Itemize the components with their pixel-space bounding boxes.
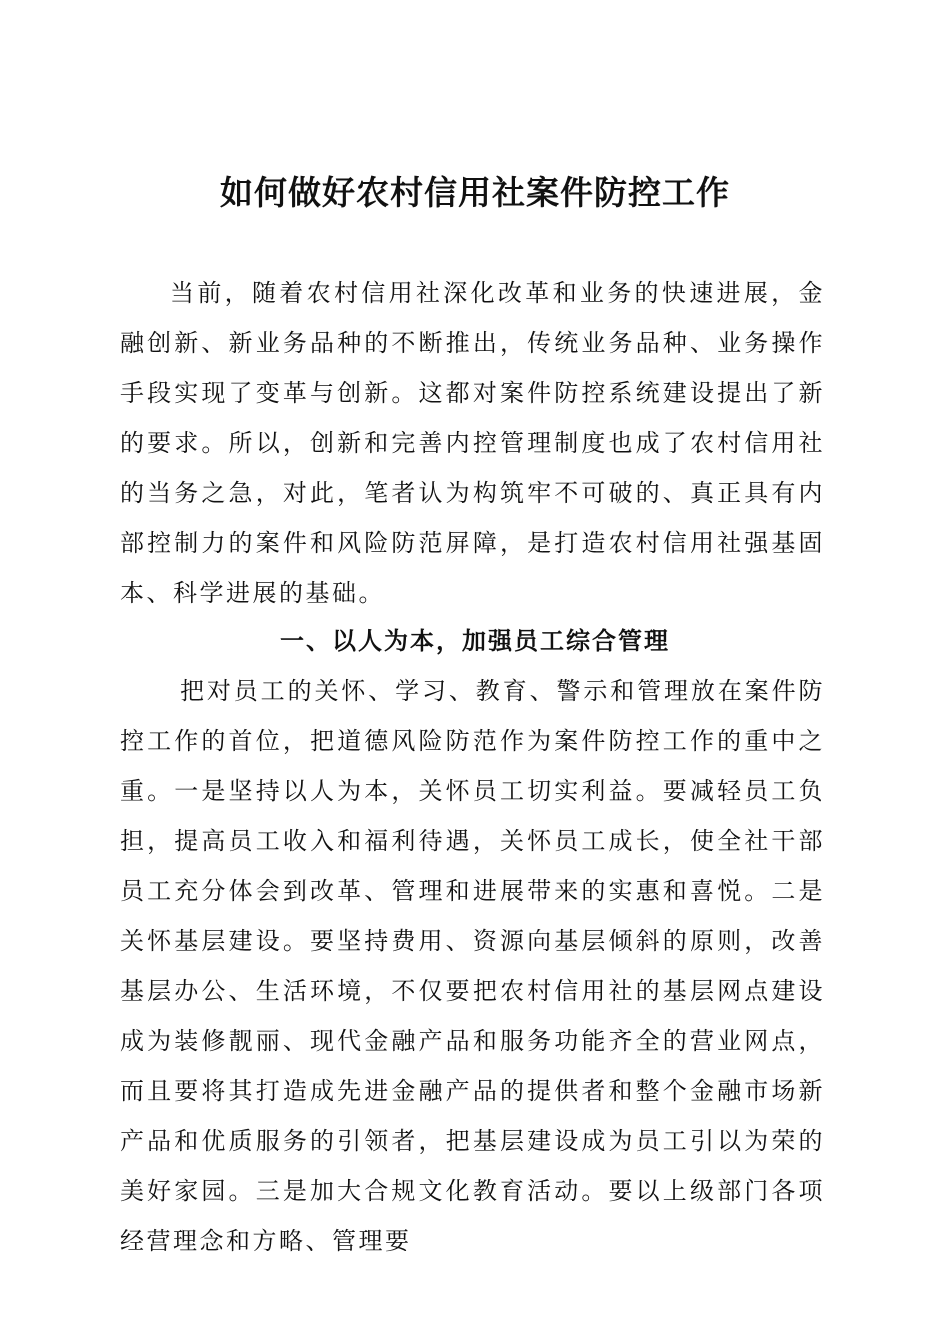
document-title: 如何做好农村信用社案件防控工作: [220, 173, 730, 212]
intro-paragraph: 当前，随着农村信用社深化改革和业务的快速进展，金融创新、新业务品种的不断推出，传统业务品种、业务操作手段实现了变革与创新。这都对案件防控系统建设提出了新的要求。所以，创新和完善内控管理制度也成了农村信用社的当务之急，对此，笔者认为构筑牢不可破的、真正具有内部控制力的案件和风险防范屏障，是打造农村信用社强基固本、科学进展的基础。: [120, 279, 825, 607]
section-paragraph: 把对员工的关怀、学习、教育、警示和管理放在案件防控工作的首位，把道德风险防范作为案件防控工作的重中之重。一是坚持以人为本，关怀员工切实利益。要减轻员工负担，提高员工收入和福利待遇，关怀员工成长，使全社干部员工充分体会到改革、管理和进展带来的实惠和喜悦。二是关怀基层建设。要坚持费用、资源向基层倾斜的原则，改善基层办公、生活环境，不仅要把农村信用社的基层网点建设成为装修靓丽、现代金融产品和服务功能齐全的营业网点，而且要将其打造成先进金融产品的提供者和整个金融市场新产品和优质服务的引领者，把基层建设成为员工引以为荣的美好家园。三是加大合规文化教育活动。要以上级部门各项经营理念和方略、管理要: [120, 677, 825, 1255]
section-heading: 一、以人为本，加强员工综合管理: [280, 626, 670, 655]
